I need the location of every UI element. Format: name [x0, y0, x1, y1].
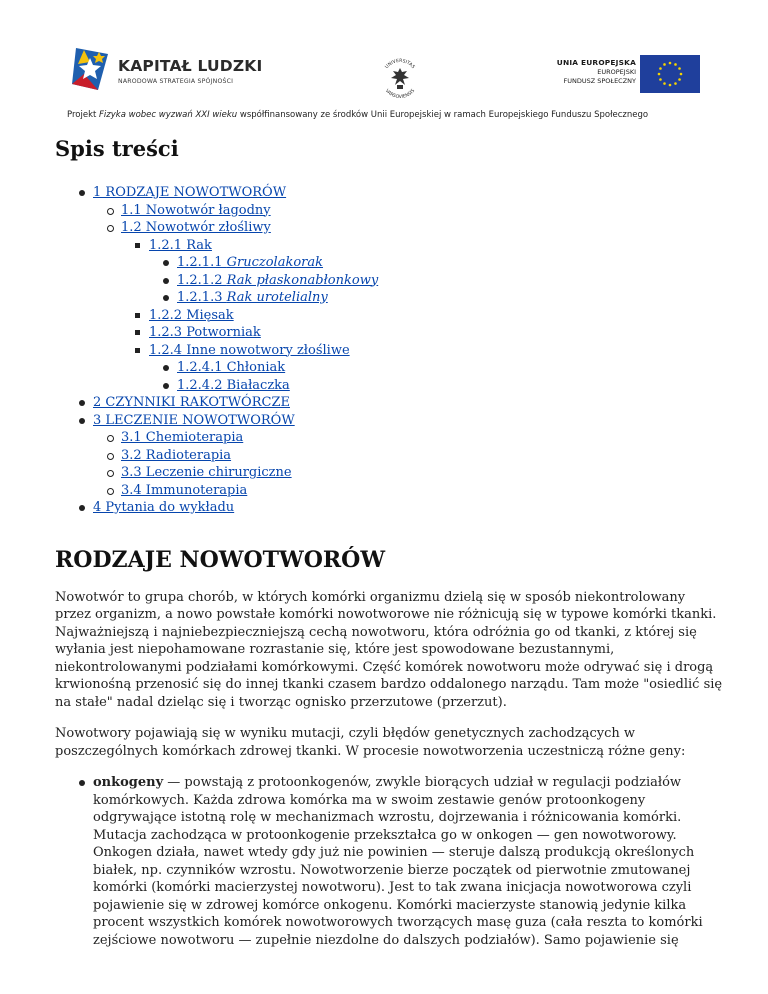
toc-item — [83, 482, 725, 500]
table-of-contents — [55, 184, 725, 517]
toc-link[interactable]: 1.2.2 Mięsak — [149, 307, 234, 323]
toc-link[interactable]: 1.2 Nowotwór złośliwy — [121, 220, 271, 235]
eu-star-icon — [674, 82, 677, 85]
toc-item — [83, 464, 725, 482]
toc-link[interactable]: 1.2.1.2 Rak płaskonabłonkowy — [177, 272, 379, 288]
eu-star-icon — [678, 78, 681, 81]
eu-star-icon — [658, 73, 661, 76]
svg-text:VARSOVIENSIS — [384, 88, 416, 100]
toc-item — [111, 342, 725, 395]
toc-link[interactable]: 3.1 Chemioterapia — [121, 430, 244, 445]
toc-item — [83, 447, 725, 465]
toc-item — [83, 202, 725, 220]
toc-item — [55, 499, 725, 517]
toc-item — [111, 237, 725, 307]
kapital-ludzki-title: KAPITAŁ LUDZKI — [118, 57, 263, 75]
project-suffix: współfinansowany ze środków Unii Europejskiej w ramach Europejskiego Funduszu Społecznego — [237, 110, 649, 120]
eu-star-icon — [678, 67, 681, 70]
eu-star-icon — [669, 62, 672, 65]
list-item — [55, 774, 725, 949]
oncogenes-term: onkogeny — [93, 775, 164, 790]
toc-item — [55, 412, 725, 500]
toc-link[interactable]: 1.2.4.1 Chłoniak — [177, 360, 286, 375]
toc-link[interactable]: 1.2.4.2 Białaczka — [177, 377, 290, 393]
project-prefix: Projekt — [67, 110, 100, 120]
seal-bottom-text: VARSOVIENSIS — [383, 88, 417, 101]
toc-link[interactable]: 3.3 Leczenie chirurgiczne — [121, 465, 292, 480]
toc-link[interactable]: 2 CZYNNIKI RAKOTWÓRCZE — [93, 395, 290, 410]
toc-item — [111, 307, 725, 325]
toc-item — [55, 184, 725, 394]
toc-link[interactable]: 1.2.1.3 Rak urotelialny — [177, 290, 328, 305]
toc-item — [139, 377, 725, 395]
eu-star-icon — [659, 67, 662, 70]
project-name: Fizyka wobec wyzwań XXI wieku — [99, 110, 238, 120]
kapital-ludzki-emblem-icon — [68, 44, 112, 96]
oncogenes-text: — powstają z protoonkogenów, zwykle biorących udział w regulacji podziałów komórkowych. Każda zdrowa komórka ma w swoim zestawie genów protoonkogeny odgrywające istotną rolę w mechanizmach wzrostu, dojrzewania i różnicowania komórki. Mutacja zachodząca w protoonkogenie przekształca go w onkogen — gen nowotworowy. Onkogen działa, nawet wtedy gdy już nie powinien — steruje dalszą produkcją określonych białek, np. czynników wzrostu. Nowotworzenie bierze początek od pierwotnie zmutowanej komórki (komórki macierzystej nowotworu). Jest to tak zwana inicjacja nowotworowa czyli pojawienie się w zdrowej komórce onkogenu. Komórki macierzyste stanowią jedynie kilka procent wszystkich komórek nowotworowych tworzących masę guza (cała reszta to komórki zejściowe nowotworu — zupełnie niezdolne do dalszych podziałów). Samo pojawienie się — [93, 775, 703, 948]
toc-item — [83, 429, 725, 447]
seal-top-text: UNIVERSITAS — [384, 58, 416, 70]
eu-star-icon — [680, 73, 683, 76]
toc-item — [139, 254, 725, 272]
article-content — [55, 134, 725, 949]
eu-star-icon — [663, 63, 666, 66]
eu-line-3: FUNDUSZ SPOŁECZNY — [563, 76, 636, 85]
toc-link[interactable]: 4 Pytania do wykładu — [93, 500, 235, 515]
project-funding-line — [67, 110, 648, 120]
toc-item — [139, 359, 725, 377]
toc-link[interactable]: 3.4 Immunoterapia — [121, 482, 248, 498]
eu-line-1: UNIA EUROPEJSKA — [556, 58, 636, 67]
toc-item — [139, 289, 725, 307]
toc-link[interactable]: 1.2.4 Inne nowotwory złośliwe — [149, 342, 350, 358]
toc-link[interactable]: 1.1 Nowotwór łagodny — [121, 202, 271, 218]
gene-list — [55, 774, 725, 949]
toc-link[interactable]: 1 RODZAJE NOWOTWORÓW — [93, 185, 287, 200]
toc-link[interactable]: 1.2.1.1 Gruczolakorak — [177, 255, 324, 270]
eu-star-icon — [663, 82, 666, 85]
toc-link[interactable]: 1.2.3 Potworniak — [149, 325, 261, 340]
eu-star-icon — [669, 84, 672, 87]
eu-star-icon — [659, 78, 662, 81]
eu-text-block — [500, 58, 636, 85]
eu-flag-icon — [640, 55, 700, 93]
eu-line-2: EUROPEJSKI — [597, 68, 636, 76]
toc-link[interactable]: 3 LECZENIE NOWOTWORÓW — [93, 412, 295, 428]
paragraph-intro: Nowotwór to grupa chorób, w których komórki organizmu dzielą się w sposób niekontrolowany przez organizm, a nowo powstałe komórki nowotworowe nie różnicują się w typowe komórki tkanki. Najważniejszą i najniebezpieczniejszą cechą nowotworu, która odróżnia go od tkanki, z której się wyłania jest niepohamowane rozrastanie się, które jest spowodowane bezustannymi, niekontrolowanymi podziałami komórkowymi. Część komórek nowotworu może odrywać się i drogą krwionośną przenosić się do innej tkanki czasem bardzo oddalonego narządu. Tam może "osiedlić się na stałe" nadal dzieląc się i tworząc ognisko przerzutowe (przerzut). — [55, 589, 723, 710]
toc-link[interactable]: 1.2.1 Rak — [149, 237, 212, 253]
header-banner — [0, 0, 768, 130]
toc-item — [55, 394, 725, 412]
section-heading: RODZAJE NOWOTWORÓW — [55, 546, 386, 573]
paragraph-mutations: Nowotwory pojawiają się w wyniku mutacji, czyli błędów genetycznych zachodzących w poszczególnych komórkach zdrowej tkanki. W procesie nowotworzenia uczestniczą różne geny: — [55, 726, 686, 759]
toc-item — [139, 272, 725, 290]
toc-title: Spis treści — [55, 136, 179, 161]
toc-item — [83, 219, 725, 394]
kapital-ludzki-logo — [68, 44, 268, 104]
toc-link[interactable]: 3.2 Radioterapia — [121, 447, 232, 463]
university-seal-icon — [376, 54, 424, 102]
eu-star-icon — [674, 63, 677, 66]
toc-item — [111, 324, 725, 342]
kapital-ludzki-subtitle: NARODOWA STRATEGIA SPÓJNOŚCI — [118, 78, 234, 85]
